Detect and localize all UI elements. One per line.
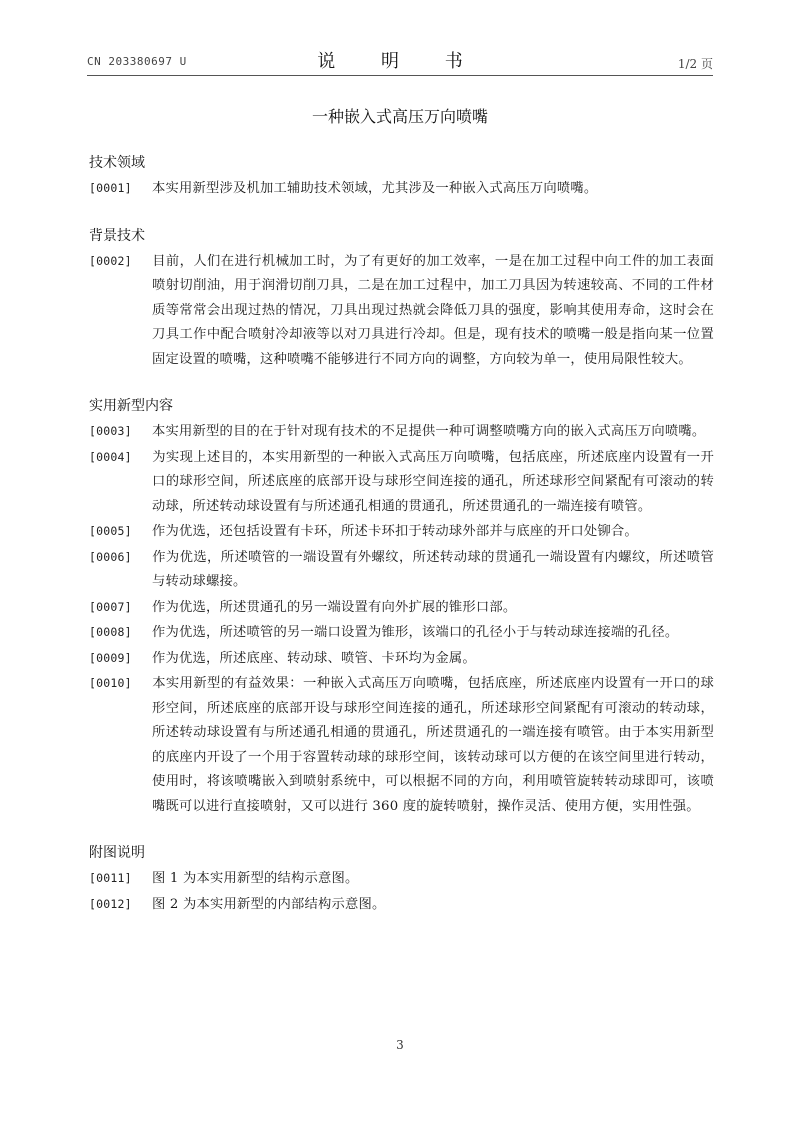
paragraph — [89, 176, 714, 202]
paragraph-text: 作为优选，所述贯通孔的另一端设置有向外扩展的锥形口部。 — [152, 599, 517, 615]
paragraph-text: 本实用新型的有益效果：一种嵌入式高压万向喷嘴，包括底座，所述底座内设置有一开口的球形空间，所述底座的底部开设与球形空间连接的通孔，所述球形空间紧配有可滚动的转动球，所述转动球设置有与所述通孔相通的贯通孔，所述贯通孔的一端连接有喷管。由于本实用新型的底座内开设了一个用于容置转动球的球形空间，该转动球可以方便的在该空间里进行转动，使用时，将该喷嘴嵌入到喷射系统中，可以根据不同的方向，利用喷管旋转转动球即可，该喷嘴既可以进行直接喷射，又可以进行 360 度的旋转喷射，操作灵活、使用方便，实用性强。 — [152, 676, 714, 814]
section — [89, 150, 714, 202]
paragraph — [89, 646, 714, 672]
paragraph-text: 图 2 为本实用新型的内部结构示意图。 — [152, 896, 386, 912]
paragraph-text: 作为优选，所述喷管的一端设置有外螺纹，所述转动球的贯通孔一端设置有内螺纹，所述喷管与转动球螺接。 — [152, 549, 714, 589]
paragraph-text: 作为优选，还包括设置有卡环，所述卡环扣于转动球外部并与底座的开口处铆合。 — [152, 524, 638, 539]
paragraph — [89, 595, 714, 621]
paragraph — [89, 892, 714, 918]
section-heading: 实用新型内容 — [89, 398, 173, 414]
paragraph — [89, 519, 714, 545]
paragraph-number: [0009] — [89, 650, 132, 665]
page-info: 1/2 页 — [677, 57, 713, 71]
section — [89, 393, 714, 819]
paragraph-text: 作为优选，所述喷管的另一端口设置为锥形，该端口的孔径小于与转动球连接端的孔径。 — [152, 625, 679, 640]
paragraph — [89, 620, 714, 646]
page-header — [87, 45, 713, 73]
paragraph-number: [0007] — [89, 599, 132, 614]
paragraph-number: [0004] — [89, 449, 132, 464]
paragraph — [89, 419, 714, 445]
document-body — [89, 150, 714, 938]
section — [89, 840, 714, 917]
paragraph — [89, 866, 714, 892]
paragraph-text: 本实用新型的目的在于针对现有技术的不足提供一种可调整喷嘴方向的嵌入式高压万向喷嘴。 — [152, 424, 706, 439]
page-number: 3 — [396, 1038, 404, 1052]
paragraph-number: [0006] — [89, 549, 132, 564]
section-heading: 技术领域 — [89, 155, 145, 171]
paragraph-number: [0005] — [89, 524, 132, 538]
paragraph-number: [0001] — [89, 181, 132, 195]
paragraph — [89, 671, 714, 819]
paragraph-number: [0003] — [89, 424, 132, 438]
section — [89, 223, 714, 373]
paragraph-number: [0011] — [89, 871, 132, 885]
document-type: 说 明 书 — [317, 51, 483, 72]
paragraph-number: [0002] — [89, 253, 132, 268]
header-rule — [87, 75, 713, 76]
paragraph-number: [0012] — [89, 896, 132, 911]
document-title: 一种嵌入式高压万向喷嘴 — [311, 107, 488, 126]
publication-number: CN 203380697 U — [87, 55, 187, 68]
paragraph-text: 图 1 为本实用新型的结构示意图。 — [152, 871, 359, 886]
section-heading: 附图说明 — [89, 845, 145, 861]
paragraph-text: 目前，人们在进行机械加工时，为了有更好的加工效率，一是在加工过程中向工件的加工表面喷射切削油，用于润滑切削刀具，二是在加工过程中，加工刀具因为转速较高、不同的工件材质等常常会出现过热的情况，刀具出现过热就会降低刀具的强度，影响其使用寿命，这时会在刀具工作中配合喷射冷却液等以对刀具进行冷却。但是，现有技术的喷嘴一般是指向某一位置固定设置的喷嘴，这种喷嘴不能够进行不同方向的调整，方向较为单一，使用局限性较大。 — [152, 253, 714, 367]
paragraph — [89, 445, 714, 520]
paragraph — [89, 249, 714, 373]
section-heading: 背景技术 — [89, 227, 145, 244]
paragraph — [89, 545, 714, 595]
paragraph-text: 为实现上述目的，本实用新型的一种嵌入式高压万向喷嘴，包括底座，所述底座内设置有一开口的球形空间，所述底座的底部开设与球形空间连接的通孔，所述球形空间紧配有可滚动的转动球，所述转动球设置有与所述通孔相通的贯通孔，所述贯通孔的一端连接有喷管。 — [152, 449, 714, 514]
paragraph-text: 作为优选，所述底座、转动球、喷管、卡环均为金属。 — [152, 650, 476, 666]
paragraph-number: [0008] — [89, 625, 132, 639]
paragraph-text: 本实用新型涉及机加工辅助技术领域，尤其涉及一种嵌入式高压万向喷嘴。 — [152, 181, 598, 196]
paragraph-number: [0010] — [89, 676, 132, 690]
